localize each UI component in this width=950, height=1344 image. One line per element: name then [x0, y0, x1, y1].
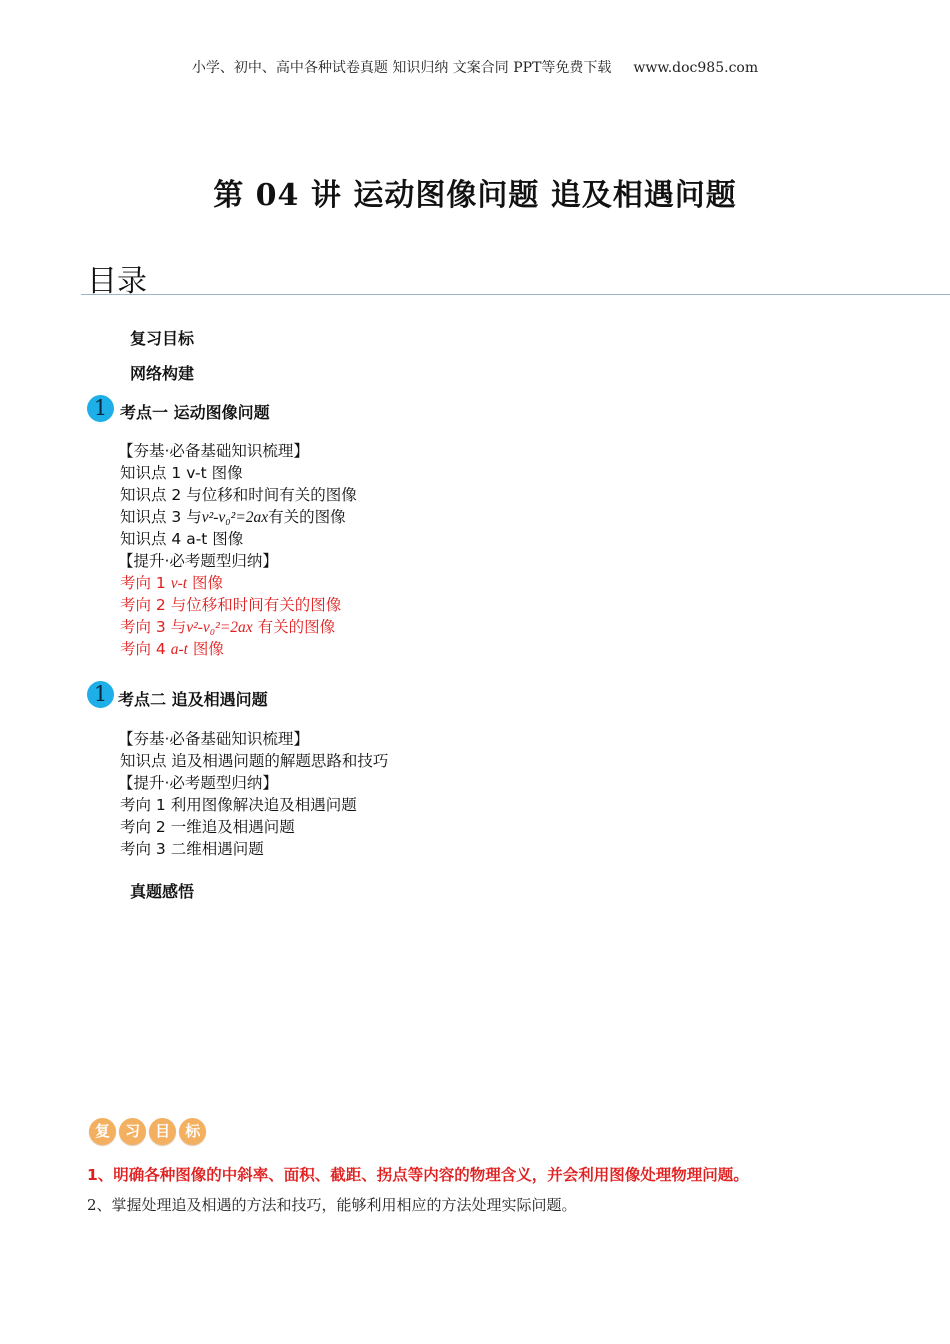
t1-prefix: 考向 1 [120, 574, 166, 592]
toc-item-review-goals[interactable]: 复习目标 [130, 329, 195, 348]
review-goals-badge-char: 标 [179, 1118, 206, 1145]
review-goal-1: 1、明确各种图像的中斜率、面积、截距、拐点等内容的物理含义，并会利用图像处理物理问题。 [87, 1166, 749, 1184]
toc-item-s2-t1[interactable]: 考向 1 利用图像解决追及相遇问题 [120, 796, 357, 814]
review-goals-badge-char: 习 [119, 1118, 146, 1145]
t3-formula: v²-v₀²=2ax [186, 619, 253, 636]
page-title: 第 04 讲 运动图像问题 追及相遇问题 [213, 178, 737, 213]
toc-item-real-exams[interactable]: 真题感悟 [130, 882, 195, 901]
t4-prefix: 考向 4 [120, 640, 166, 658]
toc-item-section1[interactable]: 考点一 运动图像问题 [120, 403, 270, 422]
toc-item-s1-t1[interactable] [120, 571, 223, 593]
toc-item-s1-kp1[interactable]: 知识点 1 v-t 图像 [120, 464, 243, 482]
toc-heading: 目录 [87, 264, 147, 299]
toc-item-section2[interactable]: 考点二 追及相遇问题 [118, 690, 268, 709]
header-text: 小学、初中、高中各种试卷真题 知识归纳 文案合同 PPT等免费下载 [191, 60, 612, 76]
t4-suffix: 图像 [192, 640, 224, 658]
review-goals-badge-char: 目 [149, 1118, 176, 1145]
toc-item-s1-t4[interactable] [120, 637, 224, 659]
toc-item-s2-kp[interactable]: 知识点 追及相遇问题的解题思路和技巧 [120, 752, 389, 770]
t1-formula: v-t [170, 575, 188, 592]
toc-item-s2-basics[interactable]: 【夯基·必备基础知识梳理】 [118, 730, 309, 748]
review-goal-2: 2、掌握处理追及相遇的方法和技巧，能够利用相应的方法处理实际问题。 [87, 1196, 577, 1214]
toc-item-s1-basics[interactable]: 【夯基·必备基础知识梳理】 [118, 442, 309, 460]
toc-item-s1-improve[interactable]: 【提升·必考题型归纳】 [118, 552, 278, 570]
review-goals-badge-char: 复 [89, 1118, 116, 1145]
toc-item-s2-improve[interactable]: 【提升·必考题型归纳】 [118, 774, 278, 792]
t3-prefix: 考向 3 与 [120, 618, 187, 636]
toc-item-s1-kp3[interactable] [120, 505, 346, 527]
toc-item-s1-t3[interactable] [120, 615, 335, 637]
kp3-suffix: 有关的图像 [268, 508, 346, 526]
toc-item-s1-kp2[interactable]: 知识点 2 与位移和时间有关的图像 [120, 486, 357, 504]
kp3-prefix: 知识点 3 与 [120, 508, 202, 526]
toc-item-s2-t3[interactable]: 考向 3 二维相遇问题 [120, 840, 264, 858]
toc-item-network[interactable]: 网络构建 [130, 364, 195, 383]
t4-formula: a-t [170, 641, 188, 658]
page-header [0, 57, 950, 77]
t1-suffix: 图像 [192, 574, 224, 592]
kp3-formula: v²-v₀²=2ax [201, 509, 269, 526]
header-url[interactable]: www.doc985.com [633, 60, 759, 76]
section-number-badge-2: 1 [87, 681, 114, 708]
section-number-badge-1: 1 [87, 395, 114, 422]
review-goals-badge [89, 1118, 204, 1146]
toc-item-s1-kp4[interactable]: 知识点 4 a-t 图像 [120, 530, 244, 548]
toc-item-s2-t2[interactable]: 考向 2 一维追及相遇问题 [120, 818, 295, 836]
toc-divider [81, 294, 950, 295]
t3-suffix: 有关的图像 [257, 618, 336, 636]
toc-item-s1-t2[interactable]: 考向 2 与位移和时间有关的图像 [120, 596, 342, 614]
